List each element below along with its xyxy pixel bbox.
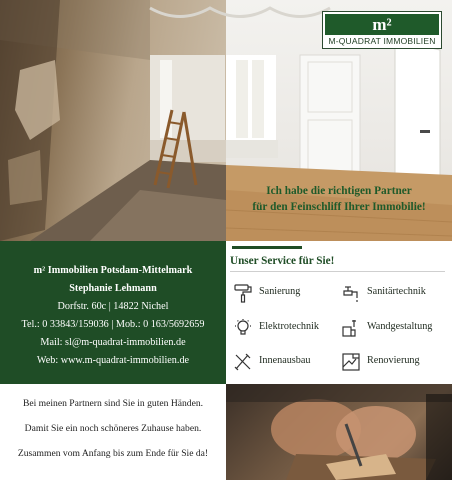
service-label: Sanierung [259, 286, 301, 297]
title-divider [230, 271, 445, 272]
contact-mail[interactable]: Mail: sl@m-quadrat-immobilien.de [40, 337, 186, 348]
paint-roller-icon [232, 282, 254, 304]
house-plan-icon [340, 351, 362, 373]
slogan-line-1: Bei meinen Partnern sind Sie in guten Händen. [22, 398, 204, 409]
service-item-renovierung [340, 351, 450, 373]
service-item-sanierung [232, 282, 342, 304]
contact-web[interactable]: Web: www.m-quadrat-immobilien.de [36, 355, 190, 366]
tools-icon [232, 351, 254, 373]
contact-person: Stephanie Lehmann [69, 283, 157, 294]
title-accent-bar [232, 246, 302, 249]
contact-panel [0, 241, 226, 384]
service-label: Sanitärtechnik [367, 286, 426, 297]
company-name: m² Immobilien Potsdam-Mittelmark [33, 265, 193, 276]
service-item-elektrotechnik [232, 317, 342, 339]
service-item-innenausbau [232, 351, 342, 373]
service-label: Elektrotechnik [259, 321, 319, 332]
company-logo [322, 11, 442, 49]
faucet-icon [340, 282, 362, 304]
craftsman-photo [226, 384, 452, 480]
lightbulb-icon [232, 317, 254, 339]
services-panel [226, 241, 452, 384]
service-item-sanitaertechnik [340, 282, 450, 304]
slogan-line-2: Damit Sie ein noch schöneres Zuhause haben. [24, 423, 202, 434]
logo-mark: m² [325, 14, 439, 35]
service-label: Innenausbau [259, 355, 311, 366]
service-label: Wandgestaltung [367, 321, 433, 332]
contact-address: Dorfstr. 60c | 14822 Nichel [57, 301, 169, 312]
slogan-line-3: Zusammen vom Anfang bis zum Ende für Sie da! [17, 448, 209, 459]
logo-name: M-QUADRAT IMMOBILIEN [328, 36, 436, 46]
slogan-block [0, 384, 226, 480]
service-item-wandgestaltung [340, 317, 450, 339]
tagline-line-2: für den Feinschliff Ihrer Immobilie! [252, 201, 426, 213]
service-label: Renovierung [367, 355, 420, 366]
hero-tagline [226, 183, 452, 215]
tagline-line-1: Ich habe die richtigen Partner [266, 185, 412, 197]
services-title: Unser Service für Sie! [230, 255, 335, 267]
paint-bucket-icon [340, 317, 362, 339]
contact-phone[interactable]: Tel.: 0 33843/159036 | Mob.: 0 163/5692659 [21, 319, 205, 330]
craftsman-illustration [226, 384, 452, 480]
